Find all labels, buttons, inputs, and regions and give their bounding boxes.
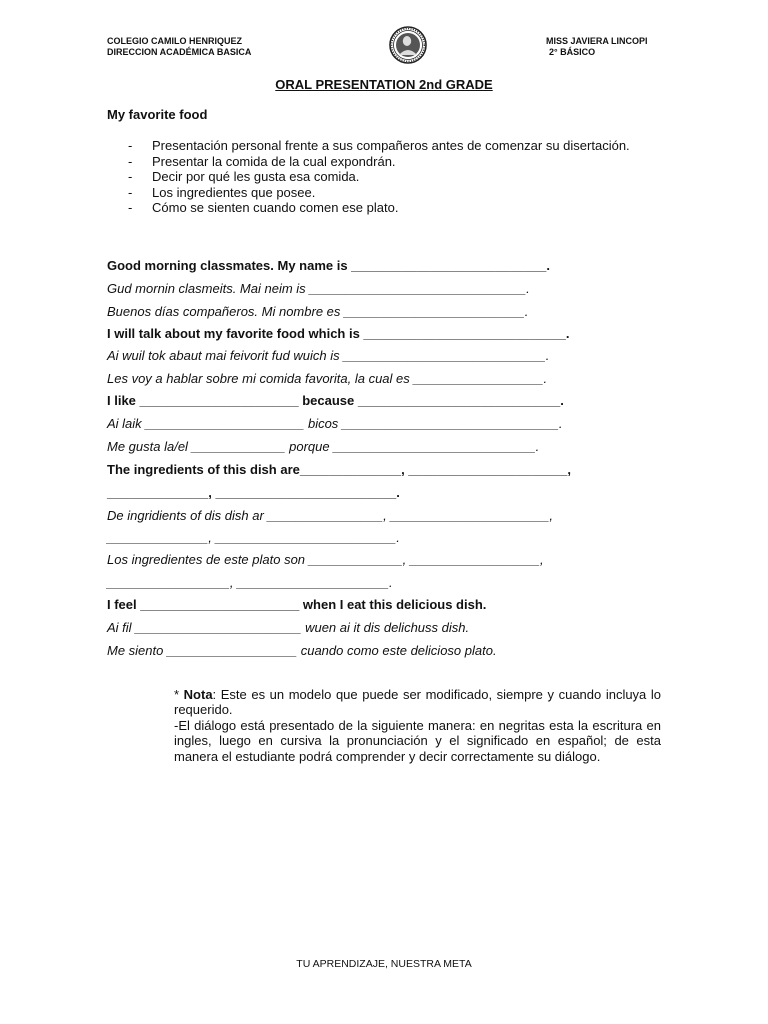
note-paragraph: -El diálogo está presentado de la siguiente manera: en negritas esta la escritura en ingles, luego en cursiva la pronunciación y el significado en español; de esta manera el estudiante podrá comprender y decir correctamente su diálogo. xyxy=(174,717,661,764)
note-marker: * xyxy=(174,687,184,702)
note-text: : Este es un modelo que puede ser modificado, siempre y cuando incluya lo requerido. xyxy=(174,687,661,718)
footer-motto: TU APRENDIZAJE, NUESTRA META xyxy=(296,958,472,970)
teacher-header xyxy=(546,36,648,58)
dialogue-line-spanish: Los ingredientes de este plato son _____________, __________________, xyxy=(107,552,544,567)
page-title: ORAL PRESENTATION 2nd GRADE xyxy=(275,77,493,92)
dialogue-line-spanish: Me siento __________________ cuando como este delicioso plato. xyxy=(107,643,497,658)
dialogue-line-pronunciation: De ingridients of dis dish ar ________________, ______________________, xyxy=(107,508,553,523)
note-label: Nota xyxy=(183,687,213,702)
dialogue-line-pronunciation: Ai wuil tok abaut mai feivorit fud wuich is ____________________________. xyxy=(107,348,550,363)
dialogue-line-english: I like ______________________ because ____________________________. xyxy=(107,393,564,408)
instructions-list xyxy=(128,138,662,216)
list-item: - Los ingredientes que posee. xyxy=(128,184,316,200)
dialogue-line-english: I will talk about my favorite food which is ____________________________. xyxy=(107,326,570,341)
note-block xyxy=(174,687,661,764)
list-item: - Cómo se sienten cuando comen ese plato. xyxy=(128,200,399,215)
dialogue-line-pronunciation: Gud mornin clasmeits. Mai neim is ______________________________. xyxy=(107,281,530,296)
dialogue-line-english: ______________, _________________________. xyxy=(107,485,400,500)
dialogue-line-pronunciation: ______________, _________________________. xyxy=(107,530,400,545)
school-name: COLEGIO CAMILO HENRIQUEZ xyxy=(107,36,242,46)
dialogue-line-english: Good morning classmates. My name is ___________________________. xyxy=(107,258,551,273)
dialogue-line-spanish: _________________, _____________________. xyxy=(107,575,393,590)
dialogue-line-spanish: Les voy a hablar sobre mi comida favorita, la cual es __________________. xyxy=(107,371,548,386)
dialogue-line-spanish: Me gusta la/el _____________ porque ____________________________. xyxy=(107,439,540,454)
list-item: - Presentar la comida de la cual expondrán. xyxy=(128,153,396,169)
note-paragraph xyxy=(174,687,661,718)
school-seal-icon xyxy=(389,26,427,64)
dialogue-line-english: I feel ______________________ when I eat this delicious dish. xyxy=(107,597,487,612)
section-title: My favorite food xyxy=(107,107,208,122)
dialogue-line-spanish: Buenos días compañeros. Mi nombre es _________________________. xyxy=(107,304,529,319)
department-name: DIRECCION ACADÉMICA BASICA xyxy=(107,47,252,57)
dialogue-line-pronunciation: Ai laik ______________________ bicos ______________________________. xyxy=(107,416,563,431)
grade-label: 2° BÁSICO xyxy=(549,47,596,57)
list-item: - Decir por qué les gusta esa comida. xyxy=(128,169,360,184)
dialogue-line-pronunciation: Ai fil _______________________ wuen ai it dis delichuss dish. xyxy=(107,620,470,635)
teacher-name: MISS JAVIERA LINCOPI xyxy=(546,36,648,46)
list-item: - Presentación personal frente a sus compañeros antes de comenzar su disertación. xyxy=(128,138,630,153)
dialogue-line-english: The ingredients of this dish are______________, ______________________, xyxy=(107,462,571,477)
school-header xyxy=(107,36,251,58)
